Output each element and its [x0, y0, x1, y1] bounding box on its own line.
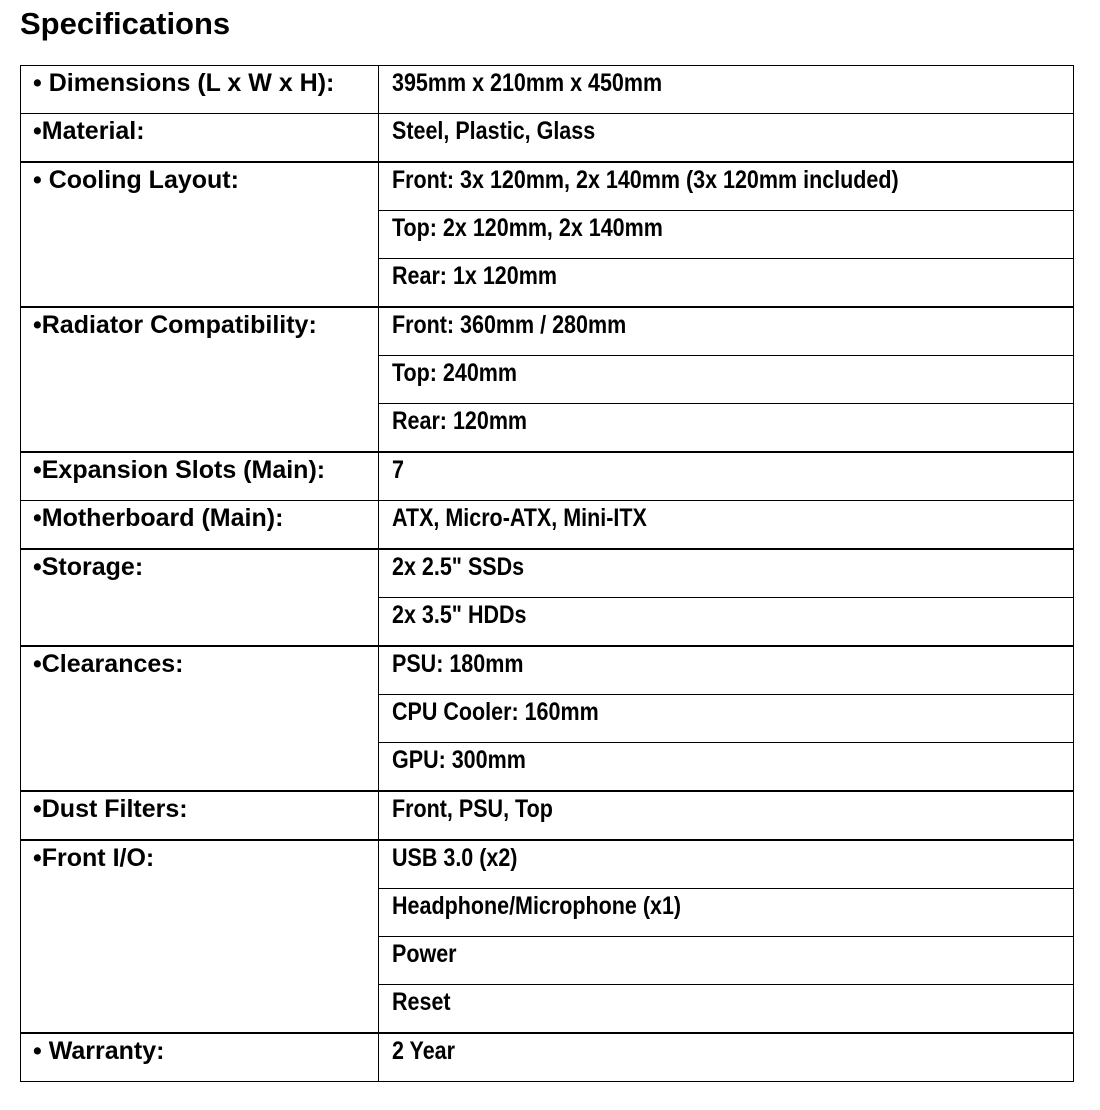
spec-label-cell [21, 114, 379, 163]
spec-row [21, 501, 1074, 550]
spec-value: 395mm x 210mm x 450mm [392, 69, 663, 97]
spec-value-cell [379, 889, 1074, 937]
spec-value: Front, PSU, Top [392, 795, 553, 823]
spec-value: Reset [392, 988, 451, 1016]
spec-label: •Expansion Slots (Main): [33, 456, 326, 484]
specifications-table [20, 65, 1074, 1082]
spec-value: 2x 2.5" SSDs [392, 553, 525, 581]
spec-value-cell [379, 404, 1074, 453]
spec-value-cell [379, 743, 1074, 792]
spec-label: •Radiator Compatibility: [33, 311, 317, 339]
spec-value-cell [379, 646, 1074, 695]
spec-value-cell [379, 985, 1074, 1034]
spec-value-cell [379, 549, 1074, 598]
spec-label: •Storage: [33, 553, 144, 581]
specifications-table-body [21, 66, 1074, 1082]
spec-value-cell [379, 695, 1074, 743]
spec-value-cell [379, 114, 1074, 163]
spec-value-cell [379, 791, 1074, 840]
spec-value-cell [379, 66, 1074, 114]
spec-label-cell [21, 549, 379, 646]
spec-value: USB 3.0 (x2) [392, 844, 518, 872]
spec-value: ATX, Micro-ATX, Mini-ITX [392, 504, 647, 532]
spec-label: •Clearances: [33, 650, 184, 678]
spec-label-cell [21, 66, 379, 114]
spec-label: • Dimensions (L x W x H): [33, 69, 335, 97]
spec-label-cell [21, 1033, 379, 1082]
spec-label: •Dust Filters: [33, 795, 188, 823]
spec-value: Rear: 120mm [392, 407, 528, 435]
spec-value: Headphone/Microphone (x1) [392, 892, 682, 920]
spec-row [21, 646, 1074, 695]
spec-row [21, 162, 1074, 211]
spec-value-cell [379, 307, 1074, 356]
spec-value-cell [379, 937, 1074, 985]
spec-label-cell [21, 162, 379, 307]
spec-value: 7 [392, 456, 404, 484]
spec-row [21, 791, 1074, 840]
spec-value-cell [379, 259, 1074, 308]
spec-label: •Material: [33, 117, 145, 145]
spec-value: Steel, Plastic, Glass [392, 117, 596, 145]
spec-label: • Warranty: [33, 1037, 165, 1065]
spec-value-cell [379, 211, 1074, 259]
spec-row [21, 549, 1074, 598]
spec-row [21, 1033, 1074, 1082]
spec-label-cell [21, 840, 379, 1033]
spec-row [21, 840, 1074, 889]
spec-label-cell [21, 452, 379, 501]
spec-label: • Cooling Layout: [33, 166, 239, 194]
spec-value: Top: 240mm [392, 359, 518, 387]
spec-value: Power [392, 940, 457, 968]
spec-label-cell [21, 501, 379, 550]
spec-label-cell [21, 646, 379, 791]
page-title: Specifications [20, 6, 231, 41]
spec-row [21, 452, 1074, 501]
spec-value-cell [379, 598, 1074, 647]
spec-label-cell [21, 307, 379, 452]
spec-value-cell [379, 162, 1074, 211]
spec-value: Top: 2x 120mm, 2x 140mm [392, 214, 663, 242]
spec-value-cell [379, 1033, 1074, 1082]
spec-row [21, 66, 1074, 114]
spec-value: 2 Year [392, 1037, 455, 1065]
spec-value: Rear: 1x 120mm [392, 262, 557, 290]
spec-value-cell [379, 840, 1074, 889]
spec-value: Front: 360mm / 280mm [392, 311, 627, 339]
spec-value: GPU: 300mm [392, 746, 526, 774]
spec-label-cell [21, 791, 379, 840]
spec-row [21, 307, 1074, 356]
spec-value: Front: 3x 120mm, 2x 140mm (3x 120mm included) [392, 166, 899, 194]
spec-value-cell [379, 452, 1074, 501]
spec-value: 2x 3.5" HDDs [392, 601, 527, 629]
spec-value-cell [379, 501, 1074, 550]
spec-label: •Front I/O: [33, 844, 155, 872]
spec-value-cell [379, 356, 1074, 404]
spec-value: PSU: 180mm [392, 650, 524, 678]
spec-label: •Motherboard (Main): [33, 504, 284, 532]
spec-value: CPU Cooler: 160mm [392, 698, 599, 726]
spec-row [21, 114, 1074, 163]
